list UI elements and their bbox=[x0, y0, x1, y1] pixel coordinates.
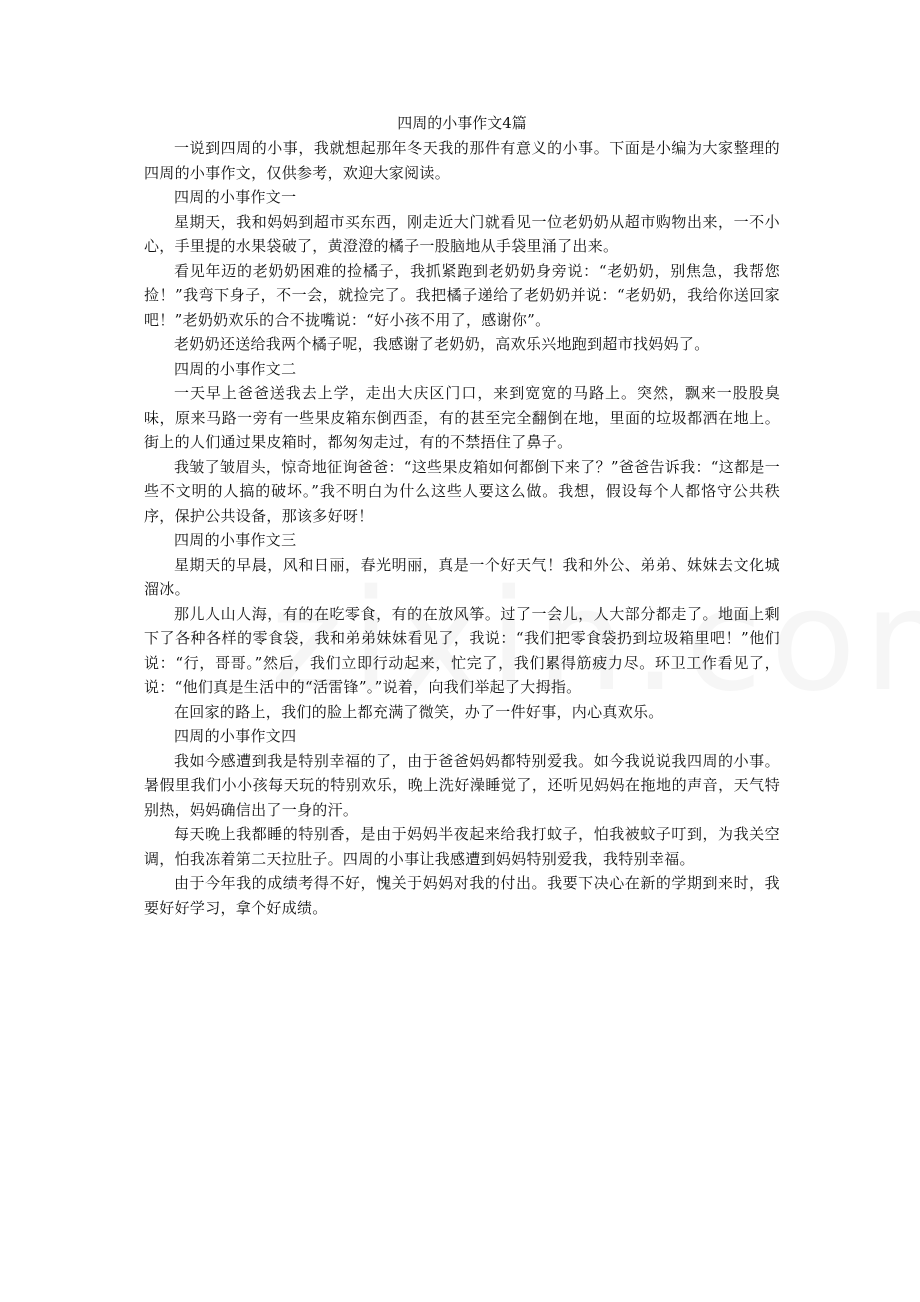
paragraph: 星期天，我和妈妈到超市买东西，刚走近大门就看见一位老奶奶从超市购物出来，一不小心，手里提的水果袋破了，黄澄澄的橘子一股脑地从手袋里涌了出来。 bbox=[144, 212, 780, 255]
paragraph: 由于今年我的成绩考得不好，愧关于妈妈对我的付出。我要下决心在新的学期到来时，我要好好学习，拿个好成绩。 bbox=[144, 874, 780, 917]
paragraph: 每天晚上我都睡的特别香，是由于妈妈半夜起来给我打蚊子，怕我被蚊子叮到，为我关空调，怕我冻着第二天拉肚子。四周的小事让我感遭到妈妈特别爱我，我特别幸福。 bbox=[144, 825, 780, 868]
paragraph: 看见年迈的老奶奶困难的捡橘子，我抓紧跑到老奶奶身旁说：“老奶奶，别焦急，我帮您捡！”我弯下身子，不一会，就捡完了。我把橘子递给了老奶奶并说：“老奶奶，我给你送回家吧！”老奶奶欢乐的合不拢嘴说：“好小孩不用了，感谢你”。 bbox=[144, 261, 780, 329]
document-body bbox=[144, 110, 780, 920]
paragraph-intro: 一说到四周的小事，我就想起那年冬天我的那件有意义的小事。下面是小编为大家整理的四周的小事作文，仅供参考，欢迎大家阅读。 bbox=[144, 139, 780, 182]
paragraph: 在回家的路上，我们的脸上都充满了微笑，办了一件好事，内心真欢乐。 bbox=[174, 702, 664, 721]
section-heading-2: 四周的小事作文二 bbox=[174, 359, 297, 378]
paragraph: 我如今感遭到我是特别幸福的了，由于爸爸妈妈都特别爱我。如今我说说我四周的小事。暑假里我们小小孩每天玩的特别欢乐，晚上洗好澡睡觉了，还听见妈妈在拖地的声音，天气特别热，妈妈确信出了一身的汗。 bbox=[144, 751, 780, 819]
document-title: 四周的小事作文4篇 bbox=[397, 114, 527, 132]
paragraph: 一天早上爸爸送我去上学，走出大庆区门口，来到宽宽的马路上。突然，飘来一股股臭味，原来马路一旁有一些果皮箱东倒西歪，有的甚至完全翻倒在地，里面的垃圾都洒在地上。街上的人们通过果皮箱时，都匆匆走过，有的不禁捂住了鼻子。 bbox=[144, 384, 780, 451]
section-heading-3: 四周的小事作文三 bbox=[174, 531, 297, 549]
paragraph: 星期天的早晨，风和日丽，春光明丽，真是一个好天气！我和外公、弟弟、妹妹去文化城溜冰。 bbox=[144, 555, 780, 598]
paragraph: 老奶奶还送给我两个橘子呢，我感谢了老奶奶，高欢乐兴地跑到超市找妈妈了。 bbox=[174, 335, 710, 353]
section-heading-4: 四周的小事作文四 bbox=[174, 727, 297, 745]
paragraph: 那儿人山人海，有的在吃零食，有的在放风筝。过了一会儿，人大部分都走了。地面上剩下了各种各样的零食袋，我和弟弟妹妹看见了，我说：“我们把零食袋扔到垃圾箱里吧！”他们说：“行，哥哥。”然后，我们立即行动起来，忙完了，我们累得筋疲力尽。环卫工作看见了，说：“他们真是生活中的“活雷锋”。”说着，向我们举起了大拇指。 bbox=[144, 604, 780, 696]
paragraph: 我皱了皱眉头，惊奇地征询爸爸：“这些果皮箱如何都倒下来了？”爸爸告诉我：“这都是一些不文明的人搞的破坏。”我不明白为什么这些人要这么做。我想，假设每个人都恪守公共秩序，保护公共设备，那该多好呀！ bbox=[144, 457, 780, 525]
section-heading-1: 四周的小事作文一 bbox=[174, 188, 297, 206]
